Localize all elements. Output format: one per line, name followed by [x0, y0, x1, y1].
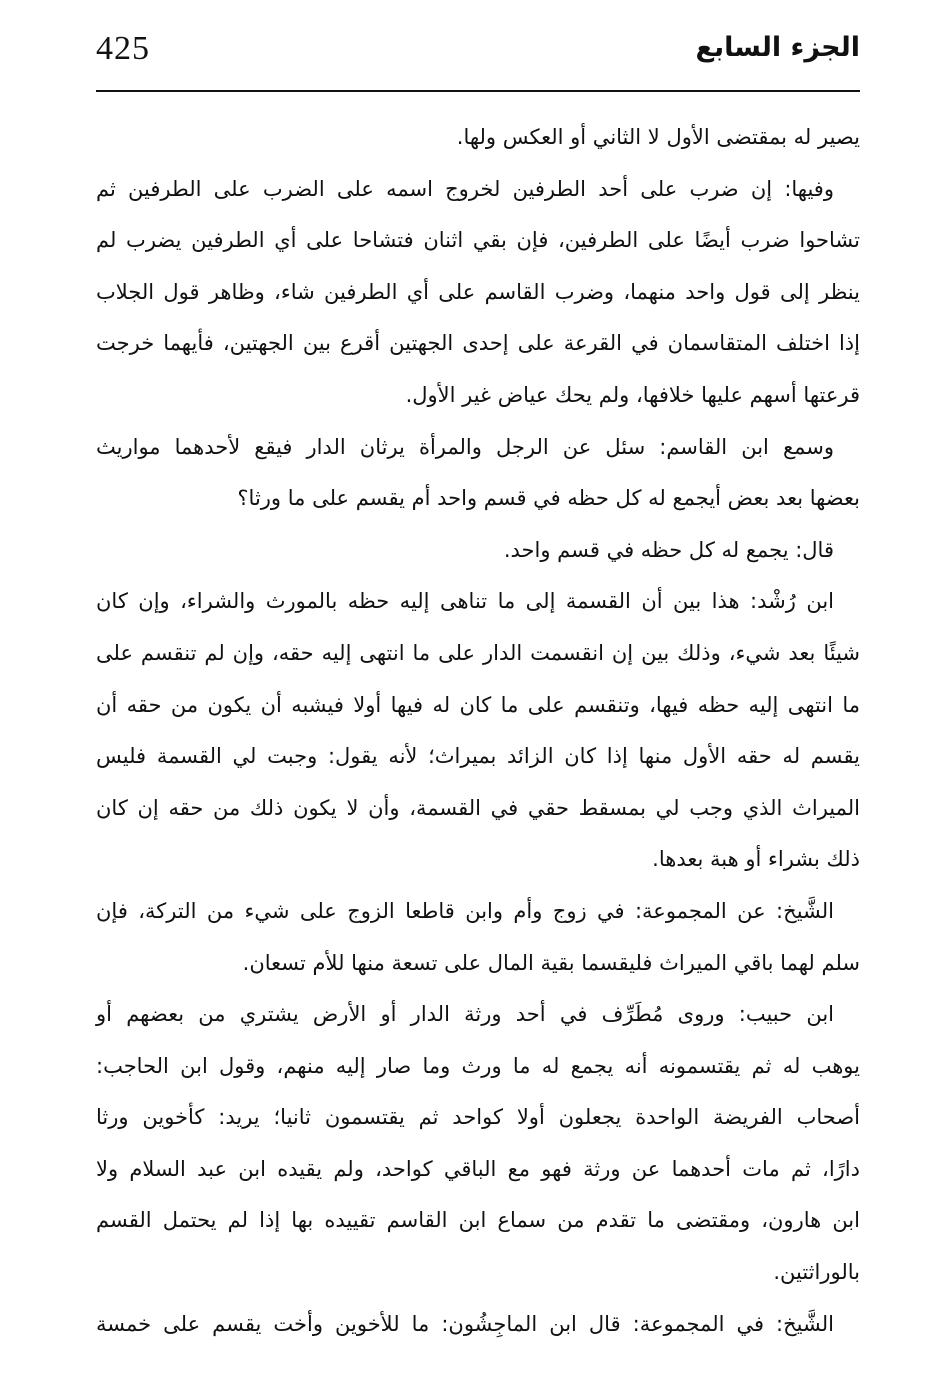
text-line: ابن رُشْد: هذا بين أن القسمة إلى ما تناهى إليه حظه بالمورث والشراء، وإن كان	[96, 589, 834, 614]
text-line: وسمع ابن القاسم: سئل عن الرجل والمرأة يرثان الدار فيقع لأحدهما مواريث	[96, 434, 834, 459]
text-line: ذلك بشراء أو هبة بعدها.	[652, 847, 860, 872]
text-line: ابن حبيب: وروى مُطَرِّف في أحد ورثة الدار أو الأرض يشتري من بعضهم أو	[96, 1002, 834, 1027]
text-line: دارًا، ثم مات أحدهما عن ورثة فهو مع الباقي كواحد، ولم يقيده ابن عبد السلام ولا	[96, 1156, 860, 1181]
text-line: تشاحوا ضرب أيضًا على الطرفين، فإن بقي اثنان فتشاحا على أي الطرفين يضرب لم	[96, 228, 860, 253]
text-line: ما انتهى إليه حظه فيها، وتنقسم على ما كان له فيها أولا فيشبه أن يكون من حقه أن	[96, 692, 860, 717]
text-line: قال: يجمع له كل حظه في قسم واحد.	[503, 537, 834, 562]
text-line: ينظر إلى قول واحد منهما، وضرب القاسم على أي الطرفين شاء، وظاهر قول الجلاب	[96, 279, 860, 304]
text-line: إذا اختلف المتقاسمان في القرعة على إحدى الجهتين أقرع بين الجهتين، فأيهما خرجت	[96, 331, 860, 356]
text-line: ابن هارون، ومقتضى ما تقدم من سماع ابن القاسم تقييده بها إذا لم يحتمل القسم	[96, 1208, 860, 1233]
page-number: 425	[96, 30, 150, 67]
text-line: الشَّيخ: عن المجموعة: في زوج وأم وابن قاطعا الزوج على شيء من التركة، فإن	[96, 898, 834, 923]
running-title: الجزء السابع	[695, 32, 860, 63]
text-body	[96, 112, 860, 1350]
text-line: الميراث الذي وجب لي بمسقط حقي في القسمة، وأن لا يكون ذلك من حقه إن كان	[96, 795, 860, 820]
page-header	[96, 28, 860, 92]
text-line: بعضها بعد بعض أيجمع له كل حظه في قسم واحد أم يقسم على ما ورثا؟	[237, 486, 860, 511]
text-line: شيئًا بعد شيء، وذلك بين إن انقسمت الدار على ما انتهى إليه حقه، وإن لم تنقسم على	[96, 640, 860, 665]
text-line: يوهب له ثم يقتسمونه أنه يجمع له ما ورث وما صار إليه منهم، وقول ابن الحاجب:	[96, 1053, 860, 1078]
text-line: قرعتها أسهم عليها خلافها، ولم يحك عياض غير الأول.	[405, 382, 860, 407]
text-line: وفيها: إن ضرب على أحد الطرفين لخروج اسمه على الضرب على الطرفين ثم	[96, 176, 834, 201]
text-line: بالوراثتين.	[773, 1260, 860, 1285]
text-line: يصير له بمقتضى الأول لا الثاني أو العكس ولها.	[456, 125, 860, 149]
text-line: سلم لهما باقي الميراث فليقسما بقية المال على تسعة منها للأم تسعان.	[242, 950, 860, 975]
text-line: أصحاب الفريضة الواحدة يجعلون أولا كواحد ثم يقتسمون ثانيا؛ يريد: كأخوين ورثا	[96, 1105, 860, 1130]
text-line: يقسم له حقه الأول منها إذا كان الزائد بميراث؛ لأنه يقول: وجبت لي القسمة فليس	[96, 744, 860, 769]
text-line: الشَّيخ: في المجموعة: قال ابن الماجِشُون: ما للأخوين وأخت يقسم على خمسة	[96, 1311, 834, 1336]
